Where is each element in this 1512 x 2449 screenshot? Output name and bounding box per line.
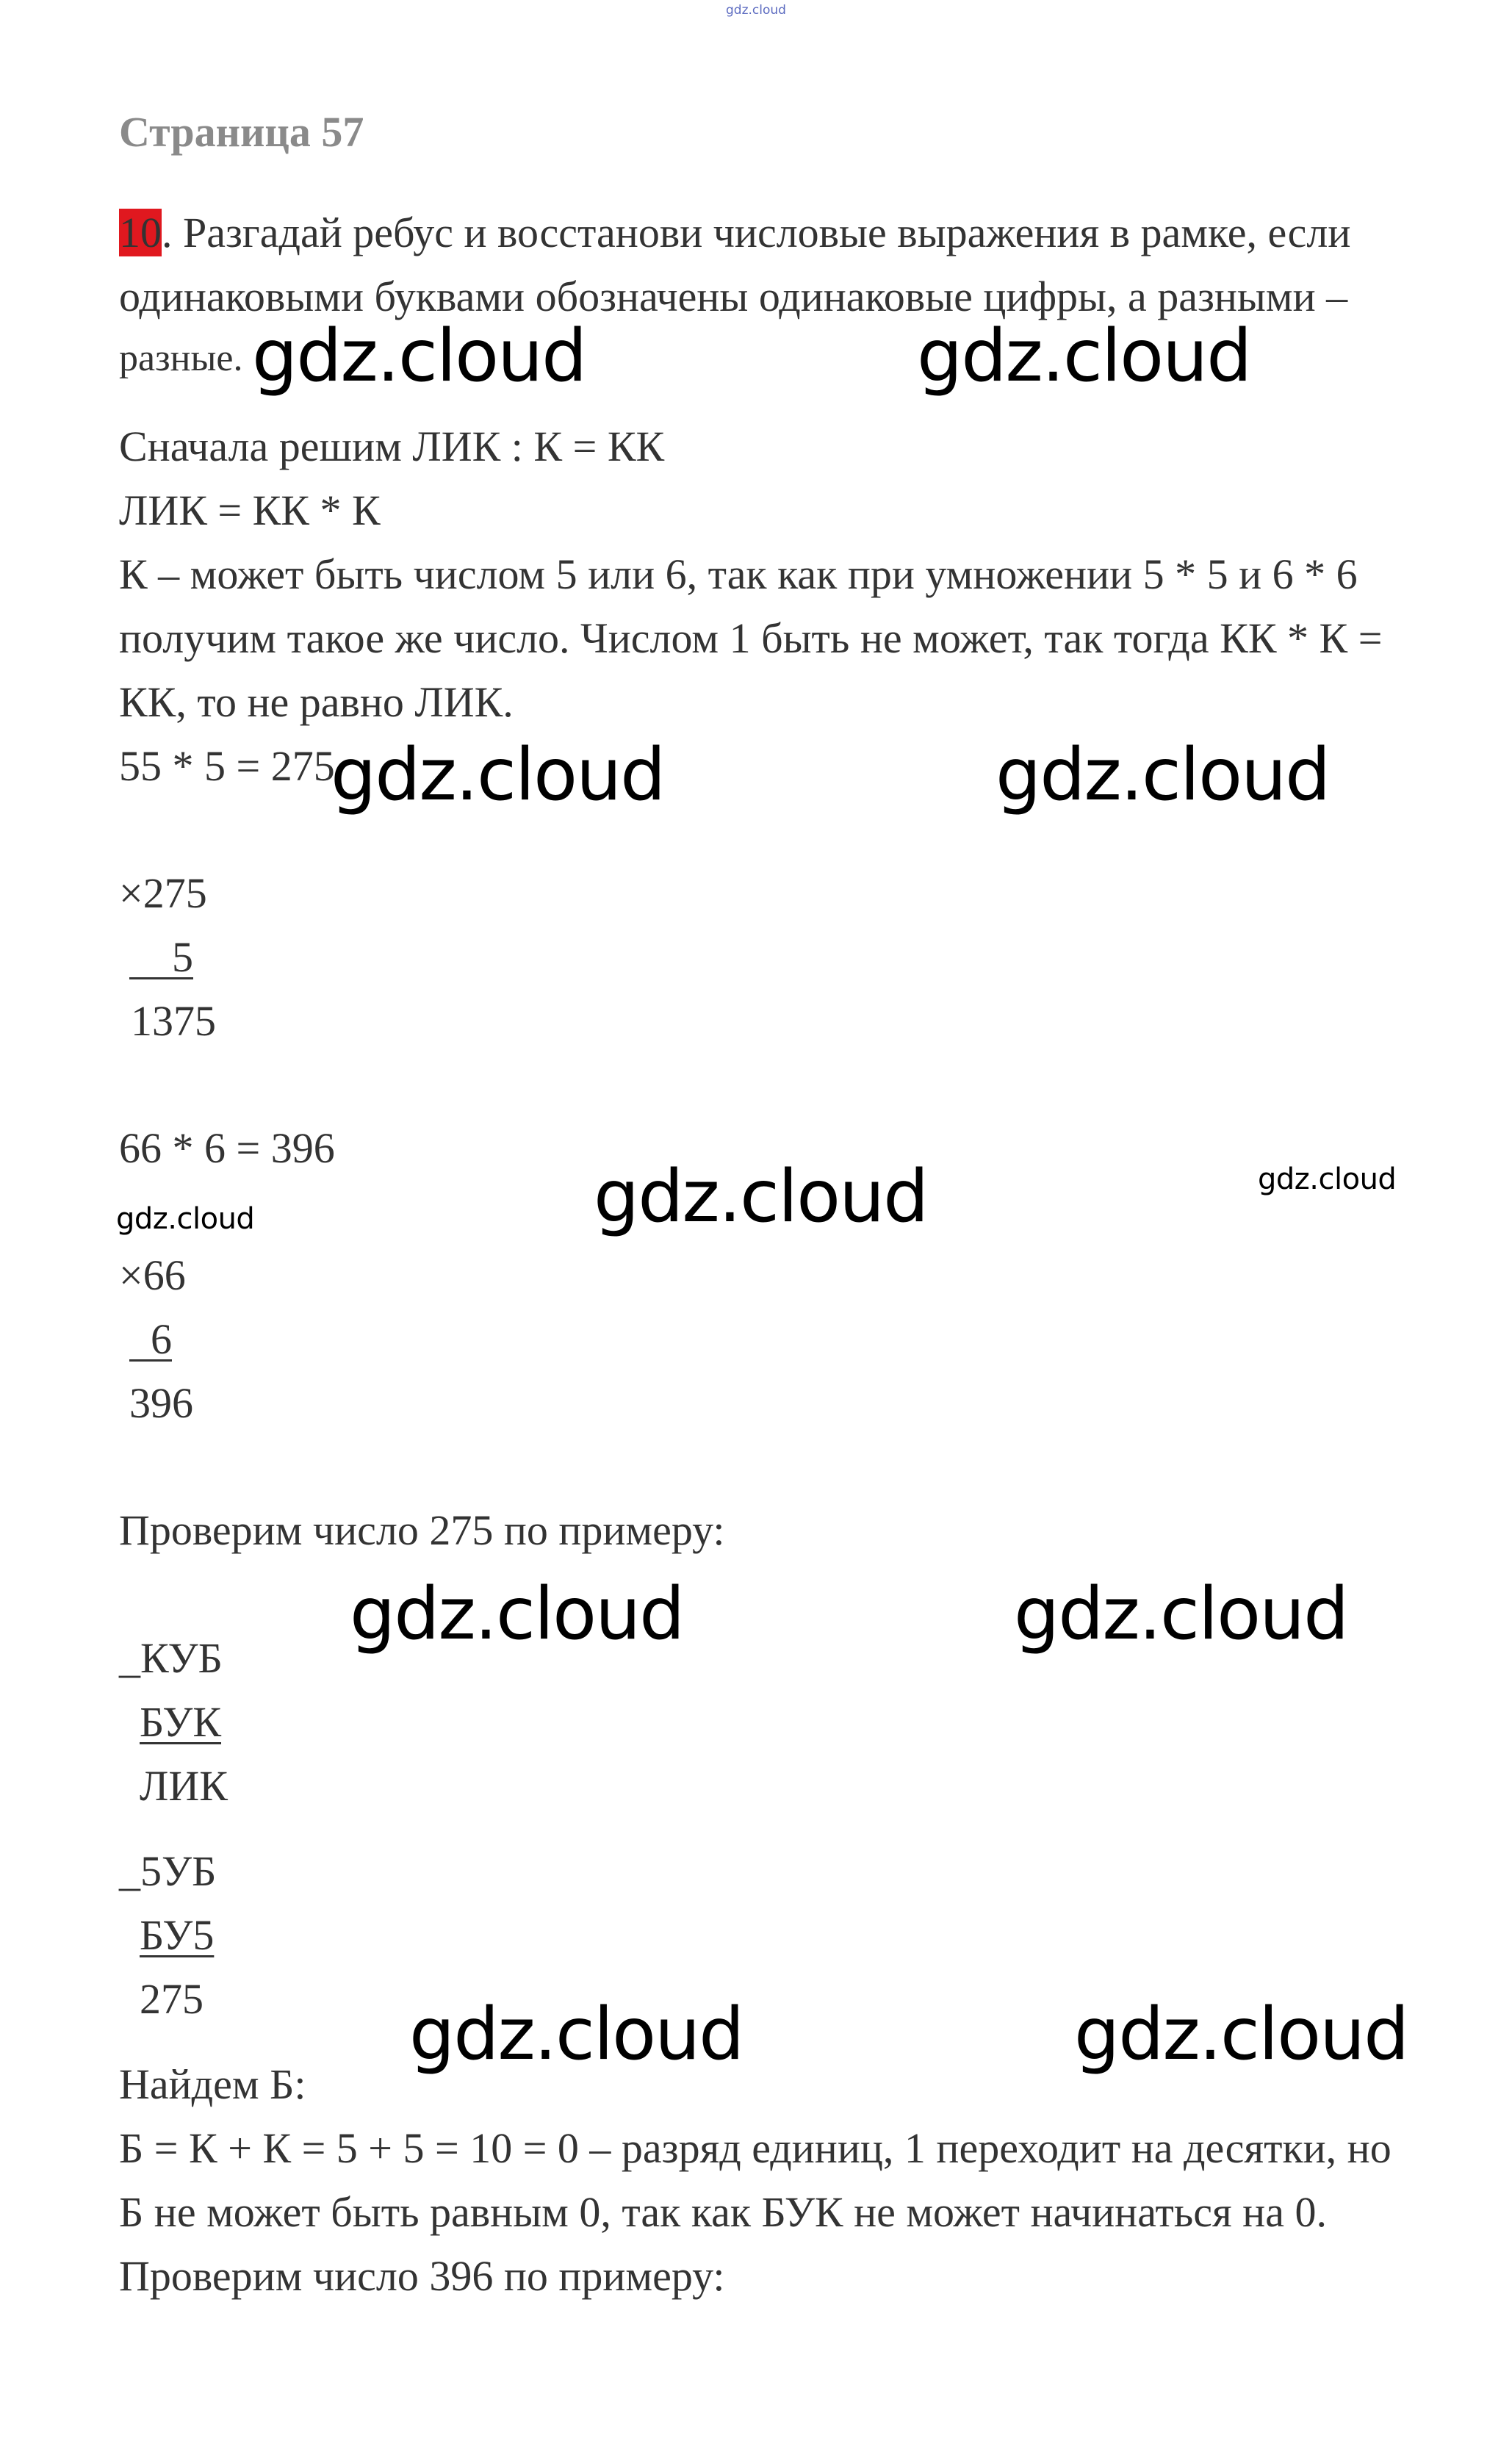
task-line-2: одинаковыми буквами обозначены одинаковые цифры, а разными –: [119, 273, 1348, 320]
sub-1-subtrahend-value: БУК: [140, 1698, 222, 1746]
mult-1-multiplier: [129, 933, 193, 982]
watermark: gdz.cloud: [1258, 1162, 1397, 1196]
watermark: gdz.cloud: [252, 314, 586, 398]
sub-1-prefix: _: [119, 1634, 140, 1682]
sub-2-result: 275: [140, 1975, 204, 2023]
watermark: gdz.cloud: [594, 1155, 928, 1239]
page-title: Страница 57: [119, 108, 364, 156]
solution-line-3: К – может быть числом 5 или 6, так как при умножении 5 * 5 и 6 * 6: [119, 550, 1358, 598]
top-watermark: gdz.cloud: [726, 3, 786, 18]
solution-line-2: ЛИК = КК * К: [119, 486, 381, 534]
sub-2-minuend-value: 5УБ: [140, 1847, 217, 1895]
watermark: gdz.cloud: [116, 1202, 255, 1236]
task-text-1: . Разгадай ребус и восстанови числовые выражения в рамке, если: [162, 209, 1351, 256]
mult-2-multiplicand: ×66: [119, 1251, 186, 1299]
find-b-line-3: Б не может быть равным 0, так как БУК не может начинаться на 0.: [119, 2188, 1327, 2236]
equation-66: 66 * 6 = 396: [119, 1124, 335, 1172]
task-line-1: [119, 209, 1350, 258]
solution-line-1: Сначала решим ЛИК : К = КК: [119, 422, 665, 470]
watermark: gdz.cloud: [1014, 1572, 1348, 1656]
watermark: gdz.cloud: [996, 733, 1330, 817]
watermark: gdz.cloud: [350, 1572, 684, 1656]
find-b-line-1: Найдем Б:: [119, 2060, 306, 2108]
task-number: 10: [119, 209, 162, 256]
sub-2-subtrahend: [140, 1911, 214, 1960]
sub-2-prefix: _: [119, 1847, 140, 1895]
sub-1-minuend-value: КУБ: [140, 1634, 223, 1682]
watermark: gdz.cloud: [1074, 1993, 1408, 2076]
solution-line-6: 55 * 5 = 275: [119, 742, 335, 790]
sub-1-minuend: [119, 1634, 223, 1683]
check-275-line: Проверим число 275 по примеру:: [119, 1506, 725, 1554]
mult-1-result: 1375: [131, 997, 216, 1045]
mult-2-result: 396: [129, 1379, 193, 1427]
sub-1-result: ЛИК: [140, 1762, 228, 1810]
sub-1-subtrahend: [140, 1698, 221, 1747]
solution-line-4: получим такое же число. Числом 1 быть не может, так тогда КК * К =: [119, 614, 1383, 662]
sub-2-minuend: [119, 1847, 216, 1896]
find-b-line-2: Б = К + К = 5 + 5 = 10 = 0 – разряд единиц, 1 переходит на десятки, но: [119, 2124, 1392, 2172]
mult-2-multiplier: [129, 1315, 172, 1364]
mult-2-multiplier-value: 6: [151, 1315, 172, 1363]
mult-1-multiplicand: ×275: [119, 869, 207, 917]
sub-2-subtrahend-value: БУ5: [140, 1911, 215, 1959]
solution-line-5: КК, то не равно ЛИК.: [119, 678, 514, 726]
watermark: gdz.cloud: [409, 1993, 744, 2076]
watermark: gdz.cloud: [331, 733, 665, 817]
find-b-line-4: Проверим число 396 по примеру:: [119, 2252, 725, 2300]
task-line-3: разные.: [119, 337, 243, 379]
watermark: gdz.cloud: [917, 314, 1251, 398]
mult-1-multiplier-value: 5: [172, 933, 193, 981]
